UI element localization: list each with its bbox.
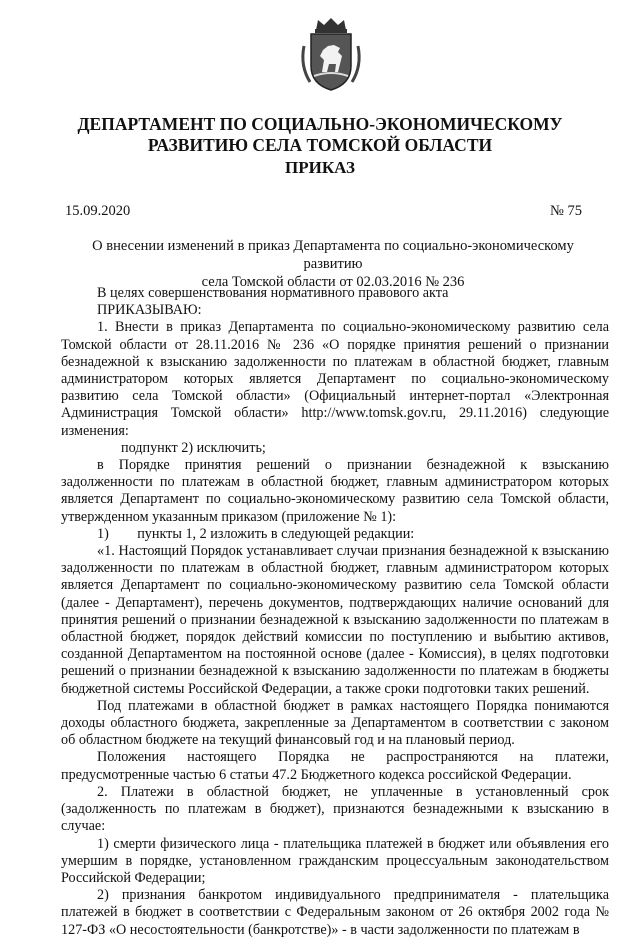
- document-subject: [70, 237, 596, 291]
- paragraph: подпункт 2) исключить;: [121, 439, 266, 456]
- subject-line-1: О внесении изменений в приказ Департамента по социально-экономическому развитию: [92, 238, 574, 272]
- organization-name: [0, 114, 640, 156]
- org-line-2: РАЗВИТИЮ СЕЛА ТОМСКОЙ ОБЛАСТИ: [147, 135, 493, 155]
- paragraph: В целях совершенствования нормативного правового акта: [97, 285, 449, 301]
- document-body: [61, 285, 609, 939]
- coat-of-arms-icon: [296, 16, 366, 92]
- document-date: 15.09.2020: [65, 203, 131, 219]
- org-line-1: ДЕПАРТАМЕНТ ПО СОЦИАЛЬНО-ЭКОНОМИЧЕСКОМУ: [77, 114, 563, 134]
- subject-line-2: села Томской области от 02.03.2016 № 236: [201, 274, 465, 290]
- paragraph: Положения настоящего Порядка не распространяются на платежи, предусмотренные частью 6 статьи 47.2 Бюджетного кодекса российской Федерации.: [61, 749, 609, 783]
- paragraph: в Порядке принятия решений о признании безнадежной к взысканию задолженности по платежам в областной бюджет, главным администратором которых является Департамент по социально-экономическому развитию села Томской области, утвержденном указанным приказом (приложение № 1):: [61, 457, 609, 525]
- paragraph: «1. Настоящий Порядок устанавливает случаи признания безнадежной к взысканию задолженности по платежам в областной бюджет, главным администратором которых является Департамент по социально-экономическому развитию села Томской области (далее - Департамент), перечень документов, подтверждающих наличие оснований для принятия решений о признании безнадежной к взысканию задолженности по платежам в областной бюджет, порядок действий комиссии по поступлению и выбытию активов, созданной Департаментом на постоянной основе (далее - Комиссия), в целях подготовки решений о признании безнадежной к взысканию задолженности по платежам в бюджеты бюджетной системы Российской Федерации, а также сроки подготовки таких решений.: [61, 543, 609, 697]
- paragraph: ПРИКАЗЫВАЮ:: [97, 302, 202, 319]
- paragraph: 2) признания банкротом индивидуального предпринимателя - плательщика платежей в бюджет в соответствии с Федеральным законом от 26 октября 2002 года № 127-ФЗ «О несостоятельности (банкротстве)» - в части задолженности по платежам в: [61, 887, 609, 938]
- paragraph: 1) пункты 1, 2 изложить в следующей редакции:: [97, 525, 415, 542]
- paragraph: 1) смерти физического лица - плательщика платежей в бюджет или объявления его умершим в порядке, установленном гражданским процессуальным законодательством Российской Федерации;: [61, 835, 609, 886]
- paragraph: Под платежами в областной бюджет в рамках настоящего Порядка понимаются доходы областного бюджета, закрепленные за Департаментом в соответствии с законом об областном бюджете на текущий финансовый год и на плановый период.: [61, 697, 609, 749]
- paragraph: 1. Внести в приказ Департамента по социально-экономическому развитию села Томской области от 28.11.2016 № 236 «О порядке принятия решений о признании безнадежной к взысканию задолженности по платежам в областной бюджет, главным администратором которых является Департамент по социально-экономическому развитию села Томской области» (Официальный интернет-портал «Электронная Администрация Томской области» http://www.tomsk.gov.ru, 29.11.2016) следующие изменения:: [61, 319, 609, 439]
- document-type: ПРИКАЗ: [285, 158, 355, 177]
- document-number: № 75: [550, 203, 582, 219]
- paragraph: 2. Платежи в областной бюджет, не уплаченные в установленный срок (задолженность по платежам в бюджет), признаются безнадежными к взысканию в случае:: [61, 783, 609, 835]
